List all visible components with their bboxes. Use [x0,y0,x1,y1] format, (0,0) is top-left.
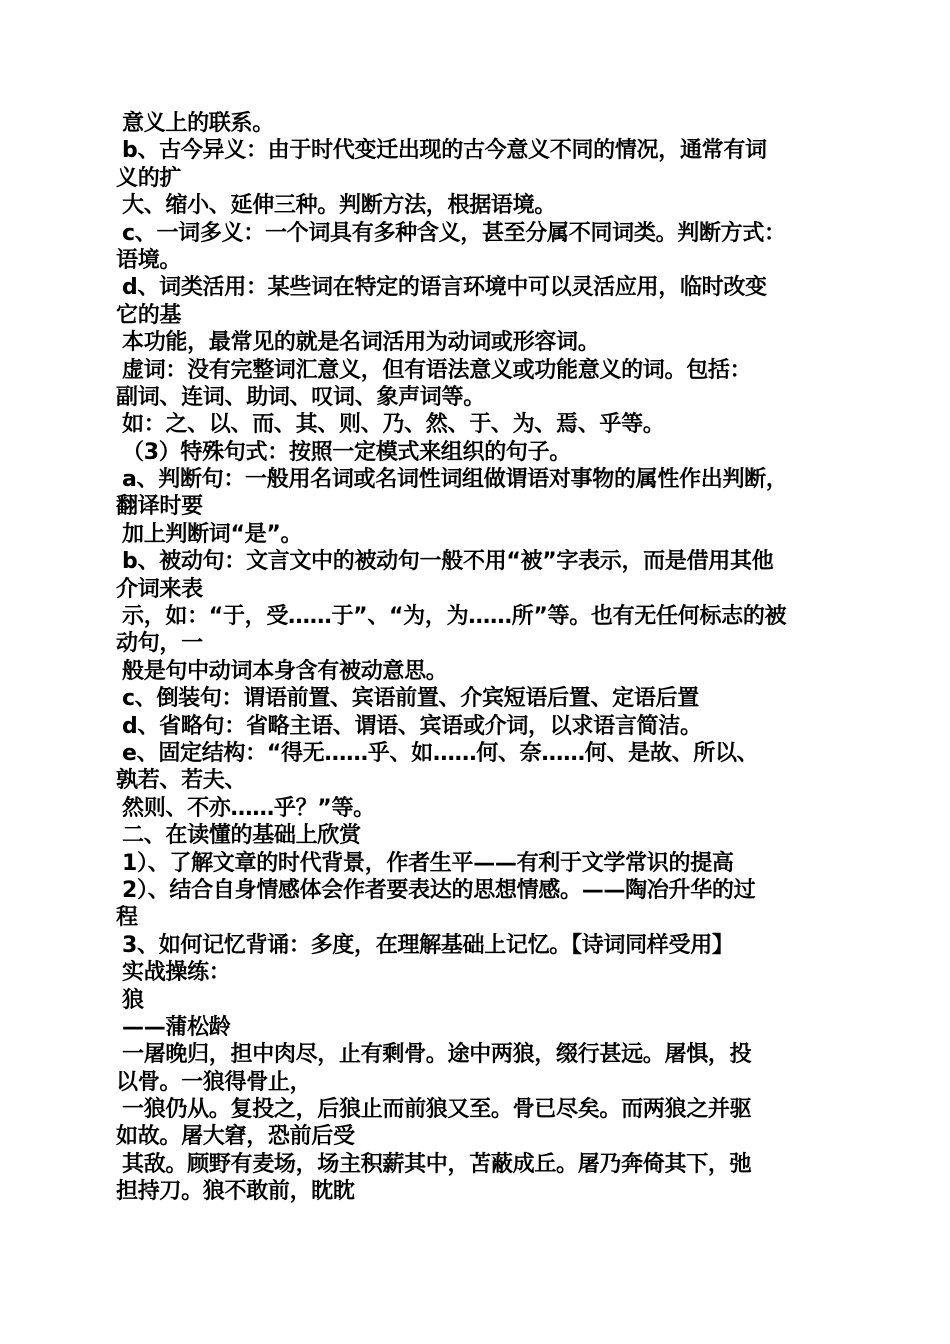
text-line: 副词、连词、助词、叹词、象声词等。 [116,384,485,410]
text-line: （3）特殊句式：按照一定模式来组织的句子。 [122,439,572,465]
text-line: b、被动句：文言文中的被动句一般不用“被”字表示，而是借用其他 [122,549,774,575]
text-line: c、一词多义：一个词具有多种含义，甚至分属不同词类。判断方式： [122,220,786,246]
text-line: 大、缩小、延伸三种。判断方法，根据语境。 [122,193,557,219]
text-line: 它的基 [116,302,182,328]
text-line: 担持刀。狼不敢前，眈眈 [116,1179,355,1205]
text-line: 2）、结合自身情感体会作者要表达的思想情感。——陶冶升华的过 [122,877,756,903]
text-line: d、省略句：省略主语、谓语、宾语或介词，以求语言简洁。 [122,713,702,739]
text-line: 以骨。一狼得骨止， [116,1069,312,1095]
text-line: 如故。屠大窘，恐前后受 [116,1124,355,1150]
text-line: 翻译时要 [116,494,203,520]
text-line: 其敌。顾野有麦场，场主积薪其中，苫蔽成丘。屠乃奔倚其下，弛 [122,1151,752,1177]
text-line: 孰若、若夫、 [116,768,247,794]
document-body [116,110,842,1206]
text-line: 示，如：“于，受……于”、“为，为……所”等。也有无任何标志的被 [122,604,787,630]
text-line: 语境。 [116,247,182,273]
text-line: 介词来表 [116,576,203,602]
text-line: 一屠晚归，担中肉尽，止有剩骨。途中两狼，缀行甚远。屠惧，投 [122,1042,752,1068]
text-line: 一狼仍从。复投之，后狼止而前狼又至。骨已尽矣。而两狼之并驱 [122,1097,752,1123]
section-heading: 二、在读懂的基础上欣赏 [122,823,361,849]
text-line: b、古今异义：由于时代变迁出现的古今意义不同的情况，通常有词 [122,138,767,164]
text-line: d、词类活用：某些词在特定的语言环境中可以灵活应用，临时改变 [122,275,767,301]
text-line: 义的扩 [116,165,182,191]
practice-heading: 实战操练： [122,960,231,986]
text-line: 程 [116,905,138,931]
text-line: 加上判断词“是”。 [122,521,303,547]
text-line: e、固定结构：“得无……乎、如……何、奈……何、是故、所以、 [122,740,759,766]
poem-title: 狼 [122,987,144,1013]
text-line: c、倒装句：谓语前置、宾语前置、介宾短语后置、定语后置 [122,686,699,712]
text-line: 动句，一 [116,631,203,657]
text-line: 如：之、以、而、其、则、乃、然、于、为、焉、乎等。 [122,412,665,438]
text-line: 1）、了解文章的时代背景，作者生平——有利于文学常识的提高 [122,850,734,876]
text-line: 3、如何记忆背诵：多度，在理解基础上记忆。【诗词同样受用】 [122,932,734,958]
poem-author: ——蒲松龄 [122,1014,231,1040]
text-line: a、判断句：一般用名词或名词性词组做谓语对事物的属性作出判断， [122,467,788,493]
text-line: 般是句中动词本身含有被动意思。 [122,658,448,684]
text-line: 本功能，最常见的就是名词活用为动词或形容词。 [122,330,600,356]
text-line: 意义上的联系。 [122,111,274,136]
text-line: 虚词：没有完整词汇意义，但有语法意义或功能意义的词。包括： [122,357,752,383]
text-line: 然则、不亦……乎？”等。 [122,795,375,821]
